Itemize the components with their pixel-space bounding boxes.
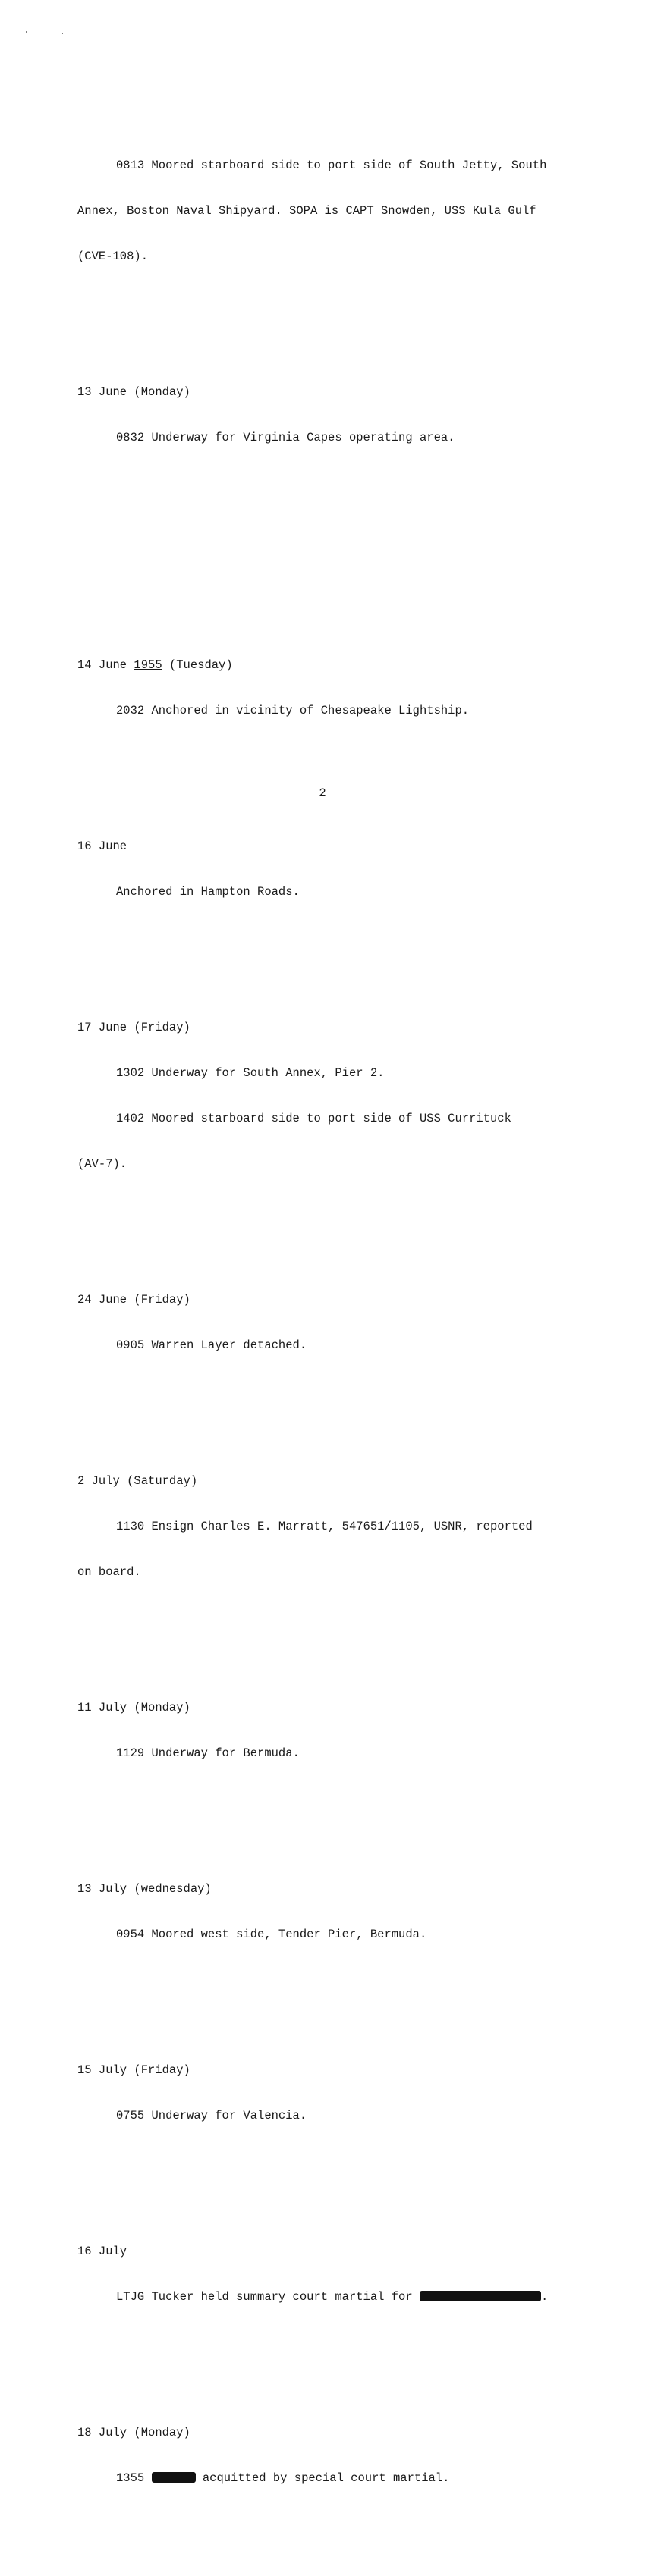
log-line: on board. (77, 1565, 141, 1579)
log-line: 0813 Moored starboard side to port side of South Jetty, South (116, 158, 547, 172)
date-heading: 16 June (77, 839, 127, 853)
log-entry (77, 2395, 578, 2516)
log-line: (CVE-108). (77, 249, 149, 263)
date-heading: 17 June (Friday) (77, 1021, 190, 1034)
log-entry (77, 990, 578, 1202)
log-entry (77, 2214, 578, 2335)
scan-speck (26, 31, 27, 33)
log-entry (77, 1670, 578, 1791)
log-line-punctuation: . (540, 2290, 549, 2304)
log-entry (77, 808, 578, 930)
heading-year: 1955 (134, 658, 162, 672)
log-line-time: 1355 (116, 2471, 145, 2485)
log-line (77, 2471, 578, 2486)
log-entry (77, 1443, 578, 1610)
log-entry (77, 1851, 578, 1972)
log-entry (77, 354, 578, 475)
scan-speck (62, 33, 63, 34)
log-entry (77, 2032, 578, 2154)
date-heading: 18 July (Monday) (77, 2426, 190, 2440)
log-line: (AV-7). (77, 1157, 127, 1171)
log-entry (77, 127, 578, 294)
log-line: 2032 Anchored in vicinity of Chesapeake Lightship. (116, 704, 470, 717)
heading-day: 14 June (77, 658, 134, 672)
log-line: 0832 Underway for Virginia Capes operating area. (116, 431, 455, 444)
log-line: 0755 Underway for Valencia. (116, 2109, 307, 2123)
date-heading: 16 July (77, 2245, 127, 2258)
redaction-mark (420, 2291, 541, 2301)
date-heading: 11 July (Monday) (77, 1701, 190, 1715)
log-entry (77, 627, 578, 748)
date-heading: 24 June (Friday) (77, 1293, 190, 1307)
date-heading: 15 July (Friday) (77, 2063, 190, 2077)
log-line: 0954 Moored west side, Tender Pier, Bermuda. (116, 1928, 427, 1941)
log-line: 1302 Underway for South Annex, Pier 2. (116, 1066, 385, 1080)
heading-weekday: (Tuesday) (162, 658, 233, 672)
log-entry (77, 1262, 578, 1383)
redaction-mark (152, 2472, 196, 2483)
log-text (77, 82, 578, 2576)
log-line (77, 2289, 578, 2305)
log-line: 1129 Underway for Bermuda. (116, 1746, 300, 1760)
log-line: 1402 Moored starboard side to port side of USS Currituck (116, 1112, 511, 1125)
page-number: 2 (319, 786, 326, 800)
log-line: 1130 Ensign Charles E. Marratt, 547651/1105, USNR, reported (116, 1520, 533, 1533)
date-heading (77, 657, 578, 673)
log-line: 0905 Warren Layer detached. (116, 1338, 307, 1352)
date-heading: 2 July (Saturday) (77, 1474, 198, 1488)
log-line: Anchored in Hampton Roads. (116, 885, 300, 899)
log-line: Annex, Boston Naval Shipyard. SOPA is CAPT Snowden, USS Kula Gulf (77, 204, 536, 218)
log-line-text: acquitted by special court martial. (202, 2471, 450, 2485)
blank-space (77, 535, 578, 582)
date-heading: 13 June (Monday) (77, 385, 190, 399)
log-line-text: LTJG Tucker held summary court martial for (116, 2290, 413, 2304)
date-heading: 13 July (wednesday) (77, 1882, 212, 1896)
